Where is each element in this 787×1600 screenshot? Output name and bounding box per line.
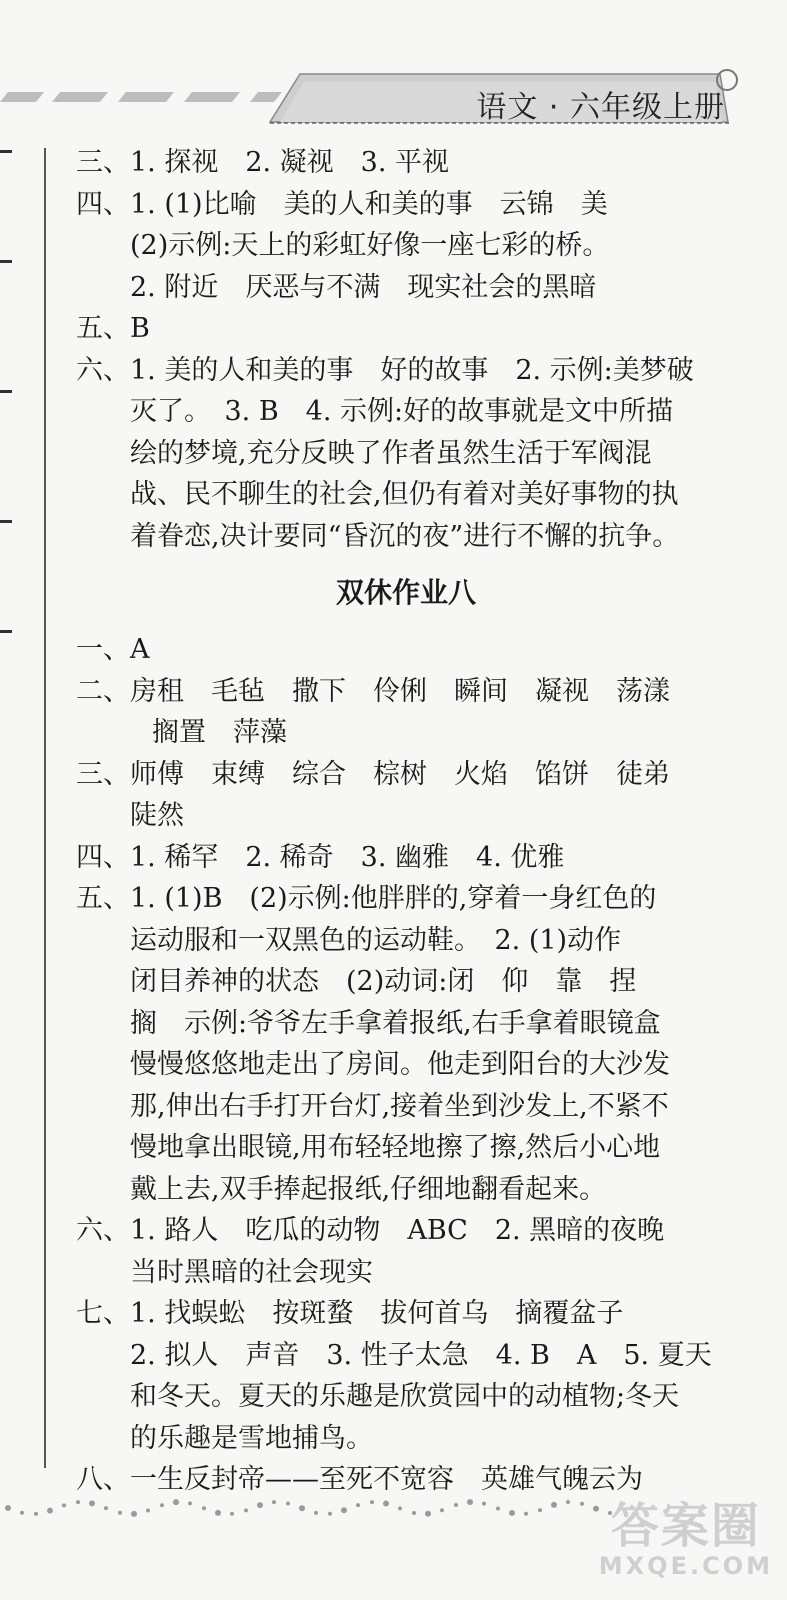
footer-dot: [5, 1505, 11, 1511]
footer-dot: [188, 1501, 192, 1505]
answer-line: 2. 拟人 声音 3. 性子太急 4. B A 5. 夏天: [130, 1339, 712, 1371]
footer-dot: [230, 1512, 234, 1516]
footer-dot: [398, 1506, 402, 1510]
answer-line: 一、A: [76, 634, 150, 665]
answer-line: 2. 附近 厌恶与不满 现实社会的黑暗: [130, 271, 597, 303]
answer-line: (2)示例:天上的彩虹好像一座七彩的桥。: [130, 230, 610, 261]
footer-dot: [104, 1506, 108, 1510]
footer-dot: [482, 1502, 486, 1506]
answer-line: 闭目养神的状态 (2)动词:闭 仰 靠 捏: [130, 966, 637, 997]
answer-line: 那,伸出右手打开台灯,接着坐到沙发上,不紧不: [130, 1090, 669, 1122]
answer-line: 七、1. 找蜈蚣 按斑蝥 拔何首乌 摘覆盆子: [76, 1298, 624, 1329]
watermark-url: MXQE.COM: [598, 1552, 773, 1580]
answer-line: 慢慢悠悠地走出了房间。他走到阳台的大沙发: [130, 1049, 670, 1080]
footer-dot: [20, 1511, 24, 1515]
answer-line: 五、1. (1)B (2)示例:他胖胖的,穿着一身红色的: [76, 883, 657, 914]
footer-dot: [412, 1511, 416, 1515]
answer-line: 三、1. 探视 2. 凝视 3. 平视: [76, 147, 450, 178]
footer-dot: [425, 1511, 431, 1517]
header-title: 语文 · 六年级上册: [476, 90, 725, 125]
footer-dot: [314, 1511, 318, 1515]
watermark-text: 答案圈: [610, 1498, 761, 1554]
answer-line: 着眷恋,决计要同“昏沉的夜”进行不懈的抗争。: [130, 520, 680, 552]
answer-line: 六、1. 美的人和美的事 好的故事 2. 示例:美梦破: [76, 354, 694, 386]
answer-line: 三、师傅 束缚 综合 棕树 火焰 馅饼 徒弟: [76, 758, 670, 790]
footer-dot: [160, 1503, 164, 1507]
answer-line: 五、B: [76, 313, 150, 344]
answer-line: 搁置 萍藻: [152, 717, 287, 748]
answer-line: 战、民不聊生的社会,但仍有着对美好事物的执: [130, 479, 679, 510]
answer-line: 戴上去,双手捧起报纸,仔细地翻看起来。: [130, 1173, 607, 1205]
footer-dot: [454, 1503, 458, 1507]
footer-dot: [551, 1502, 557, 1508]
footer-dot: [328, 1512, 332, 1516]
answer-line: 二、房租 毛毡 撒下 伶俐 瞬间 凝视 荡漾: [76, 675, 670, 707]
margin-marks: [0, 140, 20, 840]
footer-dot: [524, 1512, 528, 1516]
footer-dot: [89, 1500, 95, 1506]
footer-dot: [538, 1508, 542, 1512]
answer-line: 四、1. (1)比喻 美的人和美的事 云锦 美: [76, 188, 608, 220]
answer-line: 慢地拿出眼镜,用布轻轻地擦了擦,然后小心地: [130, 1132, 661, 1163]
answer-line: 绘的梦境,充分反映了作者虽然生活于军阀混: [130, 437, 652, 469]
footer-dot: [118, 1511, 122, 1515]
footer-dot: [34, 1512, 38, 1516]
watermark-logo: [599, 1500, 773, 1580]
footer-dot: [299, 1505, 305, 1511]
footer-dot: [383, 1501, 389, 1507]
footer-dot: [286, 1501, 290, 1505]
footer-dot: [202, 1506, 206, 1510]
answer-line: 搁 示例:爷爷左手拿着报纸,右手拿着眼镜盒: [130, 1007, 661, 1039]
footer-dot: [173, 1499, 179, 1505]
answer-line: 的乐趣是雪地捕鸟。: [130, 1422, 373, 1454]
answer-line: 当时黑暗的社会现实: [130, 1256, 373, 1288]
footer-dot: [341, 1507, 347, 1513]
answer-line: 灭了。 3. B 4. 示例:好的故事就是文中所描: [130, 396, 674, 427]
page-header: [0, 62, 787, 132]
footer-dot: [356, 1503, 360, 1507]
answer-line: 四、1. 稀罕 2. 稀奇 3. 幽雅 4. 优雅: [76, 841, 565, 873]
footer-dot: [440, 1508, 444, 1512]
footer-dot: [146, 1508, 150, 1512]
footer-dot: [509, 1510, 515, 1516]
footer-dot: [131, 1511, 137, 1517]
footer-dot: [47, 1508, 53, 1514]
answer-line: 运动服和一双黑色的运动鞋。 2. (1)动作: [130, 924, 622, 956]
footer-dot: [566, 1500, 570, 1504]
footer-dot: [580, 1502, 584, 1506]
footer-dot: [496, 1507, 500, 1511]
answer-content: [76, 142, 756, 1501]
footer-dot: [370, 1500, 374, 1504]
footer-dot: [62, 1503, 66, 1507]
section-title: 双休作业八: [335, 576, 476, 609]
footer-dot: [257, 1502, 263, 1508]
footer-dot: [215, 1510, 221, 1516]
footer-dot: [467, 1499, 473, 1505]
answer-line: 和冬天。夏天的乐趣是欣赏园中的动植物;冬天: [130, 1381, 680, 1412]
answer-line: 八、一生反封帝——至死不宽容 英雄气魄云为: [76, 1464, 643, 1495]
footer-dot: [272, 1500, 276, 1504]
answer-line: 陡然: [130, 800, 184, 831]
answer-line: 六、1. 路人 吃瓜的动物 ABC 2. 黑暗的夜晚: [76, 1215, 665, 1246]
margin-rule: [44, 148, 46, 1468]
footer-dot: [76, 1500, 80, 1504]
footer-dot: [244, 1508, 248, 1512]
